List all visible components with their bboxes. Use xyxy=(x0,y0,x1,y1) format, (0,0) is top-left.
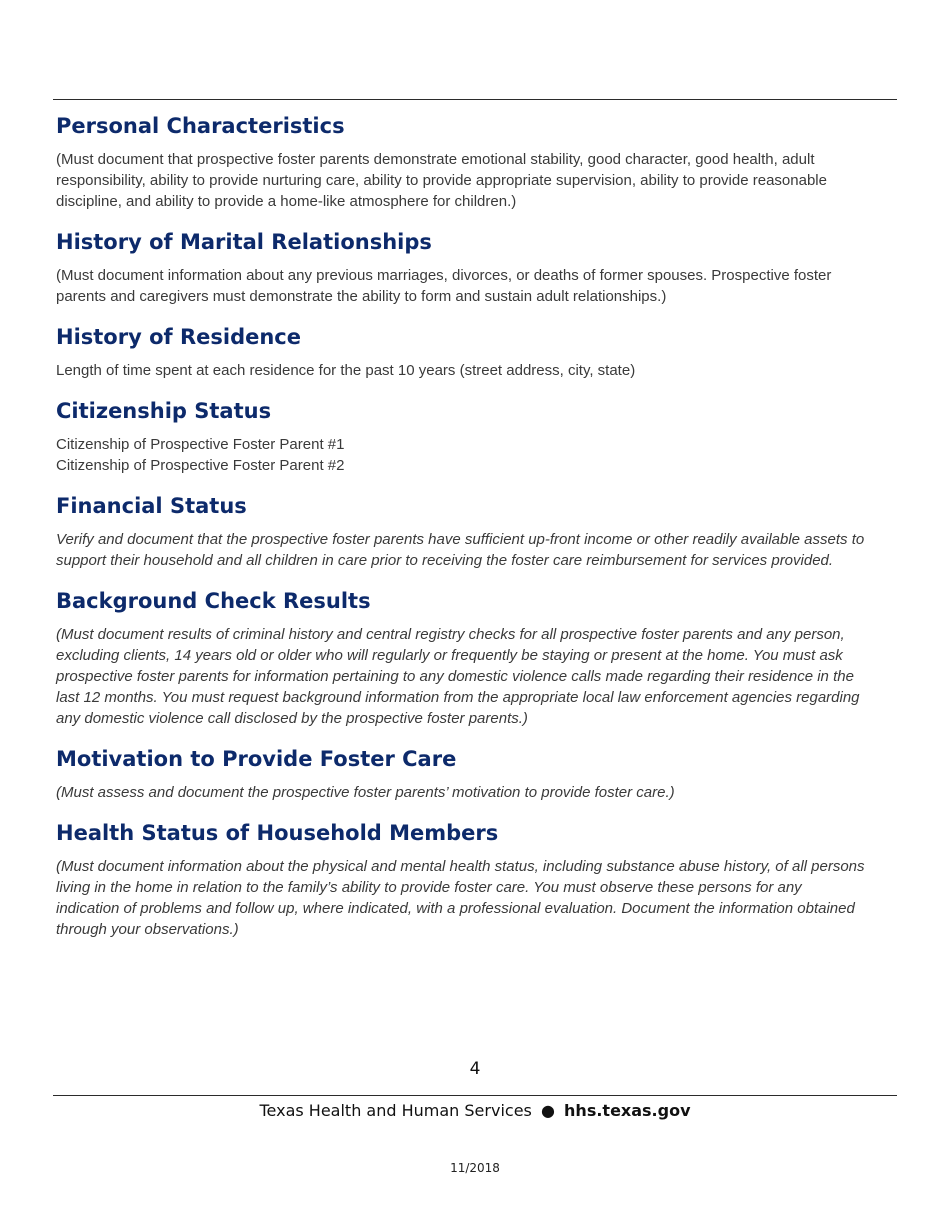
section-text xyxy=(56,782,898,803)
section-heading: History of Marital Relationships xyxy=(56,230,432,254)
document-body xyxy=(56,112,898,956)
text-line: Verify and document that the prospective foster parents have sufficient up-front income or other readily available assets to xyxy=(56,531,865,548)
footer-bullet: ● xyxy=(540,1101,555,1120)
text-line: support their household and all children in care prior to receiving the foster care reimbursement for services provided. xyxy=(56,552,834,569)
footer-site-link[interactable]: hhs.texas.gov xyxy=(564,1101,691,1120)
section-text xyxy=(56,434,898,476)
section-financial-status xyxy=(56,492,898,571)
text-line: last 12 months. You must request background information from the appropriate local law enforcement agencies regarding xyxy=(56,689,860,706)
text-line: any domestic violence call disclosed by the prospective foster parents.) xyxy=(56,710,528,727)
text-line: (Must document that prospective foster parents demonstrate emotional stability, good character, good health, adult xyxy=(56,151,815,168)
section-background-check xyxy=(56,587,898,729)
section-heading: Personal Characteristics xyxy=(56,114,345,138)
footer-divider xyxy=(53,1095,897,1096)
section-heading: Citizenship Status xyxy=(56,399,272,423)
text-line: Length of time spent at each residence for the past 10 years (street address, city, state) xyxy=(56,362,636,379)
text-line: living in the home in relation to the family’s ability to provide foster care. You must observe these persons for any xyxy=(56,879,802,896)
text-line: (Must document information about the physical and mental health status, including substance abuse history, of all persons xyxy=(56,858,865,875)
text-line: responsibility, ability to provide nurturing care, ability to provide appropriate supervision, ability to provide reasonable xyxy=(56,172,827,189)
section-residence-history xyxy=(56,323,898,381)
section-marital-history xyxy=(56,228,898,307)
header-divider xyxy=(53,99,897,100)
section-health-status xyxy=(56,819,898,940)
text-line: indication of problems and follow up, where indicated, with a professional evaluation. Document the information obtained xyxy=(56,900,855,917)
text-line: (Must document results of criminal history and central registry checks for all prospective foster parents and any person, xyxy=(56,626,845,643)
footer-org: Texas Health and Human Services xyxy=(259,1101,532,1120)
text-line: prospective foster parents for information pertaining to any domestic violence calls made regarding their residence in the xyxy=(56,668,854,685)
text-line: (Must assess and document the prospective foster parents’ motivation to provide foster care.) xyxy=(56,784,675,801)
text-line: through your observations.) xyxy=(56,921,239,938)
section-text xyxy=(56,265,898,307)
section-heading: History of Residence xyxy=(56,325,301,349)
section-heading: Health Status of Household Members xyxy=(56,821,499,845)
footer-date: 11/2018 xyxy=(450,1161,500,1175)
text-line: parents and caregivers must demonstrate the ability to form and sustain adult relationships.) xyxy=(56,288,667,305)
page-number: 4 xyxy=(469,1059,481,1079)
text-line: Citizenship of Prospective Foster Parent #2 xyxy=(56,457,345,474)
section-text xyxy=(56,360,898,381)
section-heading: Background Check Results xyxy=(56,589,371,613)
section-text xyxy=(56,856,898,940)
text-line: discipline, and ability to provide a home-like atmosphere for children.) xyxy=(56,193,517,210)
section-motivation xyxy=(56,745,898,803)
section-text xyxy=(56,624,898,729)
text-line: (Must document information about any previous marriages, divorces, or deaths of former spouses. Prospective foster xyxy=(56,267,832,284)
text-line: Citizenship of Prospective Foster Parent #1 xyxy=(56,436,345,453)
section-personal-characteristics xyxy=(56,112,898,212)
section-heading: Motivation to Provide Foster Care xyxy=(56,747,457,771)
section-text xyxy=(56,149,898,212)
section-text xyxy=(56,529,898,571)
text-line: excluding clients, 14 years old or older who will regularly or frequently be staying or present at the home. You must ask xyxy=(56,647,843,664)
footer-credit xyxy=(0,1101,950,1120)
section-heading: Financial Status xyxy=(56,494,247,518)
section-citizenship-status xyxy=(56,397,898,476)
